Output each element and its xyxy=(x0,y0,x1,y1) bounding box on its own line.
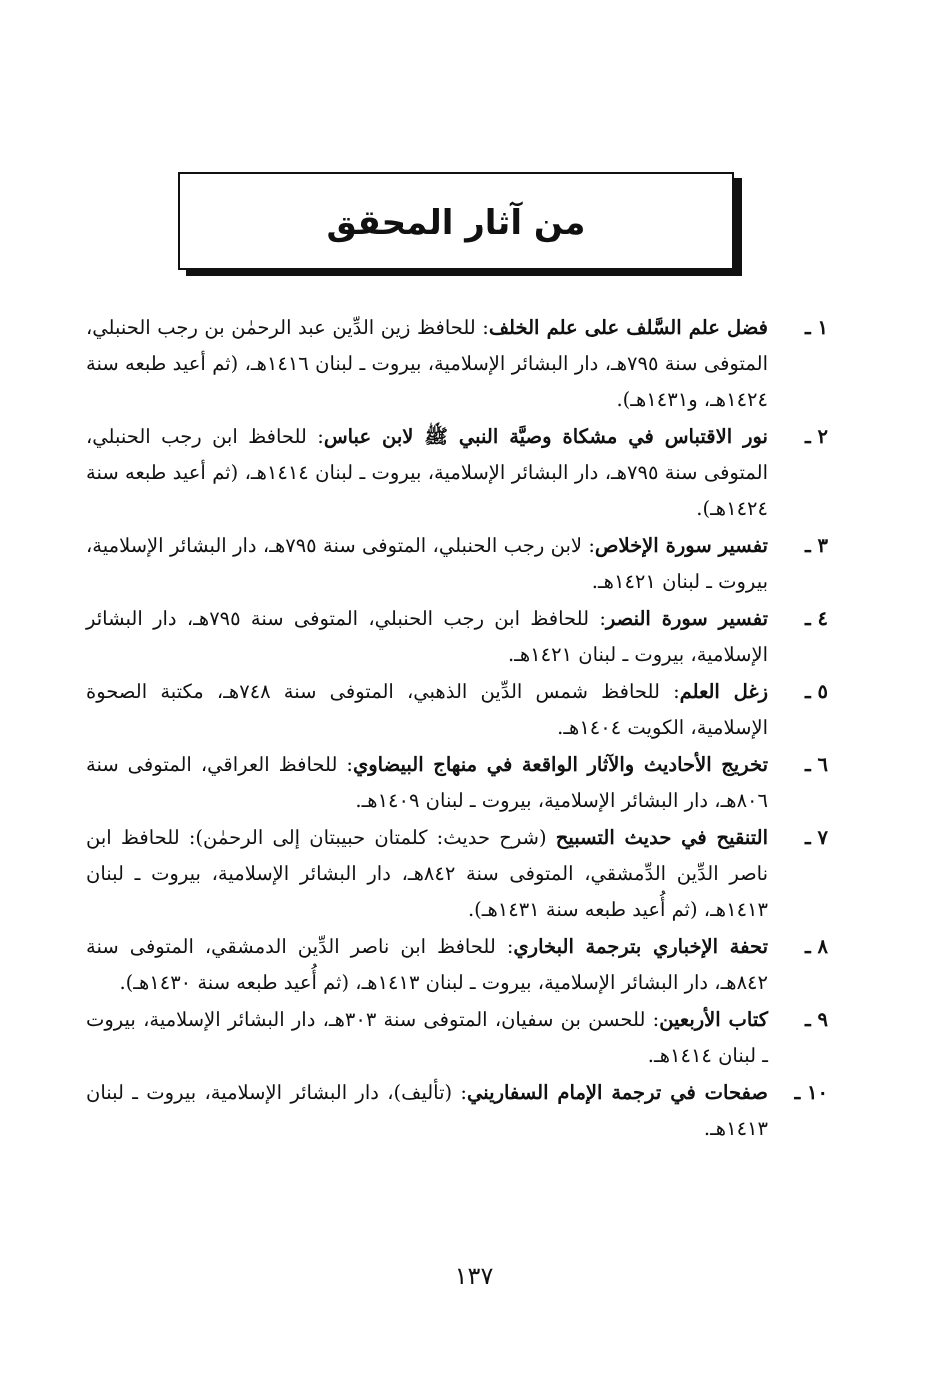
item-description: : (تأليف)، دار البشائر الإسلامية، بيروت ـ لبنان ١٤١٣هـ. xyxy=(86,1081,768,1140)
list-item xyxy=(86,1075,828,1147)
item-number: ٤ ـ xyxy=(805,607,828,630)
list-item xyxy=(86,419,828,527)
list-item xyxy=(86,310,828,418)
page-title: من آثار المحقق xyxy=(326,203,586,243)
list-item xyxy=(86,674,828,746)
item-number: ١٠ ـ xyxy=(794,1081,828,1104)
item-title: زغل العلم xyxy=(679,680,768,703)
item-number: ١ ـ xyxy=(805,316,828,339)
heading-box xyxy=(178,172,734,270)
item-description: : للحسن بن سفيان، المتوفى سنة ٣٠٣هـ، دار البشائر الإسلامية، بيروت ـ لبنان ١٤١٤هـ. xyxy=(86,1008,768,1067)
item-title: التنقيح في حديث التسبيح xyxy=(555,826,768,849)
item-title: تخريج الأحاديث والآثار الواقعة في منهاج البيضاوي xyxy=(353,753,768,776)
item-number: ٢ ـ xyxy=(805,425,828,448)
item-number: ٥ ـ xyxy=(805,680,828,703)
item-title: صفحات في ترجمة الإمام السفاريني xyxy=(467,1081,768,1104)
item-title: تفسير سورة النصر xyxy=(605,607,768,630)
item-number: ٦ ـ xyxy=(805,753,828,776)
item-description: : للحافظ العراقي، المتوفى سنة ٨٠٦هـ، دار البشائر الإسلامية، بيروت ـ لبنان ١٤٠٩هـ. xyxy=(86,753,768,812)
item-title: فضل علم السَّلف على علم الخلف xyxy=(488,316,768,339)
list-item xyxy=(86,929,828,1001)
item-title: كتاب الأربعين xyxy=(659,1008,768,1031)
item-number: ٧ ـ xyxy=(805,826,828,849)
item-description: : للحافظ شمس الدِّين الذهبي، المتوفى سنة ٧٤٨هـ، مكتبة الصحوة الإسلامية، الكويت ١٤٠٤هـ. xyxy=(86,680,768,739)
list-item xyxy=(86,1002,828,1074)
item-description: : لابن رجب الحنبلي، المتوفى سنة ٧٩٥هـ، دار البشائر الإسلامية، بيروت ـ لبنان ١٤٢١هـ. xyxy=(86,534,768,593)
item-description: : للحافظ ابن رجب الحنبلي، المتوفى سنة ٧٩٥هـ، دار البشائر الإسلامية، بيروت ـ لبنان ١٤١٤هـ، (ثم أعيد طبعه سنة ١٤٢٤هـ). xyxy=(86,425,769,520)
item-description: : للحافظ زين الدِّين عبد الرحمٰن بن رجب الحنبلي، المتوفى سنة ٧٩٥هـ، دار البشائر الإسلامية، بيروت ـ لبنان ١٤١٦هـ، (ثم أعيد طبعه سنة ١٤٢٤هـ، و١٤٣١هـ). xyxy=(86,316,769,411)
works-list xyxy=(86,310,828,1148)
item-number: ٣ ـ xyxy=(805,534,828,557)
item-title: تحفة الإخباري بترجمة البخاري xyxy=(513,935,768,958)
item-description: (شرح حديث: كلمتان حبيبتان إلى الرحمٰن): للحافظ ابن ناصر الدِّين الدِّمشقي، المتوفى سنة ٨٤٢هـ، دار البشائر الإسلامية، بيروت ـ لبنان ١٤١٣هـ، (ثم أُعيد طبعه سنة ١٤٣١هـ). xyxy=(86,826,769,921)
list-item xyxy=(86,820,828,928)
list-item xyxy=(86,747,828,819)
item-number: ٨ ـ xyxy=(805,935,828,958)
item-description: : للحافظ ابن ناصر الدِّين الدمشقي، المتوفى سنة ٨٤٢هـ، دار البشائر الإسلامية، بيروت ـ لبنان ١٤١٣هـ، (ثم أُعيد طبعه سنة ١٤٣٠هـ). xyxy=(86,935,768,994)
item-description: : للحافظ ابن رجب الحنبلي، المتوفى سنة ٧٩٥هـ، دار البشائر الإسلامية، بيروت ـ لبنان ١٤٢١هـ. xyxy=(86,607,768,666)
list-item xyxy=(86,528,828,600)
item-title: نور الاقتباس في مشكاة وصيَّة النبي ﷺ لابن عباس xyxy=(323,425,768,448)
item-number: ٩ ـ xyxy=(805,1008,828,1031)
item-title: تفسير سورة الإخلاص xyxy=(594,534,768,557)
page-number: ١٣٧ xyxy=(454,1262,494,1290)
list-item xyxy=(86,601,828,673)
